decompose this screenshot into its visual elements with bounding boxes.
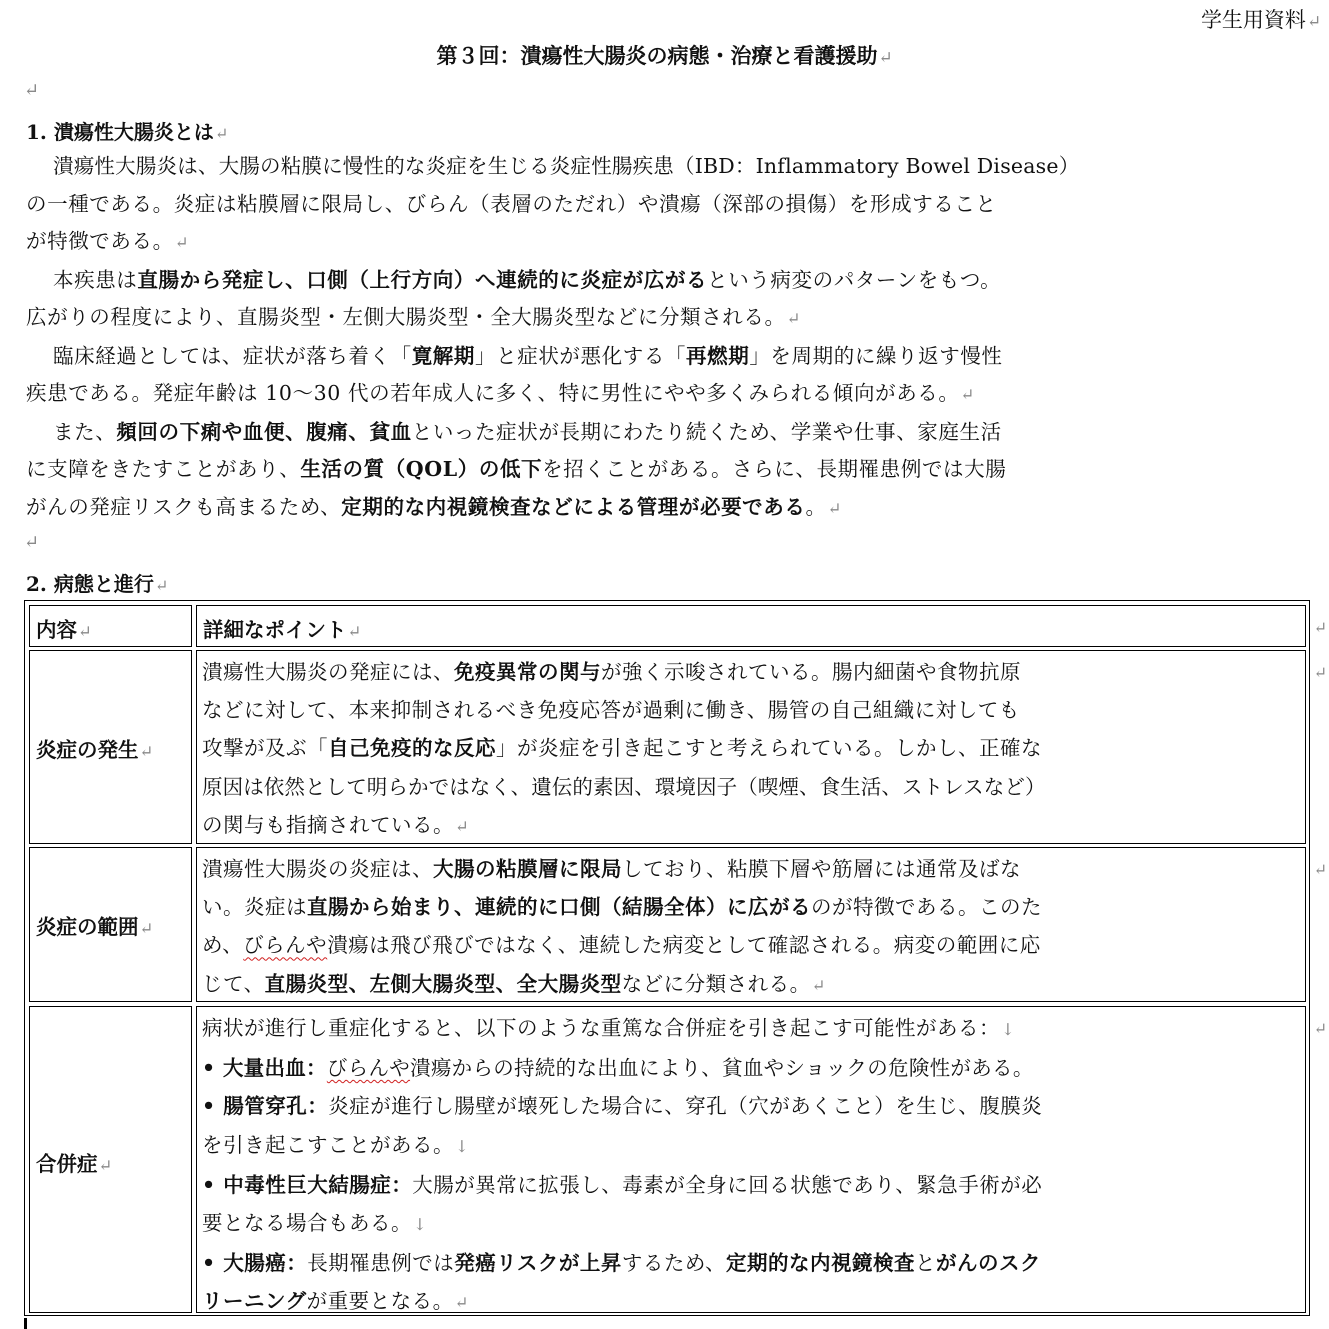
document-label: 学生用資料↵ [1200, 8, 1321, 32]
table-row-content: 潰瘍性大腸炎の炎症は、大腸の粘膜層に限局しており、粘膜下層や筋層には通常及ばな い。炎症は直腸から始まり、連続的に口側（結腸全体）に広がるのが特徴である。このた め、びらんや潰瘍は飛び飛びではなく、連続した病変として確認される。病変の範囲に応 じて、直腸炎型、左側大腸炎型、全大腸炎型などに分類される。↵ ↵ [196, 847, 1306, 1002]
spellcheck-underline: びらんや [243, 933, 328, 958]
table-header-cell: 詳細なポイント↵ ↵ [196, 605, 1306, 647]
table-row-label: 炎症の発生↵ [29, 650, 192, 844]
paragraph-mark: ↵ [24, 80, 40, 101]
section-heading-2: 2. 病態と進行↵ [26, 572, 169, 596]
table-header-cell: 内容↵ [29, 605, 192, 647]
table-row-content: 潰瘍性大腸炎の発症には、免疫異常の関与が強く示唆されている。腸内細菌や食物抗原 などに対して、本来抑制されるべき免疫応答が過剰に働き、腸管の自己組織に対しても 攻撃が及ぶ「自己免疫的な反応」が炎症を引き起こすと考えられている。しかし、正確な 原因は依然として明らかではなく、遺伝的素因、環境因子（喫煙、食生活、ストレスなど） の関与も指摘されている。↵ ↵ [196, 650, 1306, 844]
spellcheck-underline: びらんや [326, 1056, 411, 1081]
paragraph-mark: ↵ [24, 532, 40, 553]
pathology-table [24, 600, 1327, 1316]
page-title: 第３回：潰瘍性大腸炎の病態・治療と看護援助↵ [436, 43, 893, 68]
text-cursor [24, 1318, 27, 1329]
table-row-label: 合併症↵ [29, 1006, 192, 1313]
section-heading-1: 1. 潰瘍性大腸炎とは↵ [26, 120, 229, 144]
paragraph-1: 潰瘍性大腸炎は、大腸の粘膜に慢性的な炎症を生じる炎症性腸疾患（IBD：Inflammatory Bowel Disease） の一種である。炎症は粘膜層に限局し、びらん（表層のただれ）や潰瘍（深部の損傷）を形成すること が特徴である。↵ 本疾患は直腸から発症し、口側（上行方向）へ連続的に炎症が広がるという病変のパターンをもつ。 広がりの程度により、直腸炎型・左側大腸炎型・全大腸炎型などに分類される。↵ 臨床経過としては、症状が落ち着く「寛解期」と症状が悪化する「再燃期」を周期的に繰り返す慢性 疾患である。発症年齢は 10～30 代の若年成人に多く、特に男性にやや多くみられる傾向がある。↵ また、頻回の下痢や血便、腹痛、貧血といった症状が長期にわたり続くため、学業や仕事、家庭生活 に支障をきたすことがあり、生活の質（QOL）の低下を招くことがある。さらに、長期罹患例では大腸 がんの発症リスクも高まるため、定期的な内視鏡検査などによる管理が必要である。↵ [26, 154, 1080, 519]
table-row-label: 炎症の範囲↵ [29, 847, 192, 1002]
table-row-content: 病状が進行し重症化すると、以下のような重篤な合併症を引き起こす可能性がある：↓ • 大量出血：びらんや潰瘍からの持続的な出血により、貧血やショックの危険性がある。 • 腸管穿孔：炎症が進行し腸壁が壊死した場合に、穿孔（穴があくこと）を生じ、腹膜炎 を引き起こすことがある。↓ • 中毒性巨大結腸症：大腸が異常に拡張し、毒素が全身に回る状態であり、緊急手術が必 要となる場合もある。↓ • 大腸癌：長期罹患例では発癌リスクが上昇するため、定期的な内視鏡検査とがんのスク リーニングが重要となる。↵ ↵ [196, 1006, 1306, 1313]
